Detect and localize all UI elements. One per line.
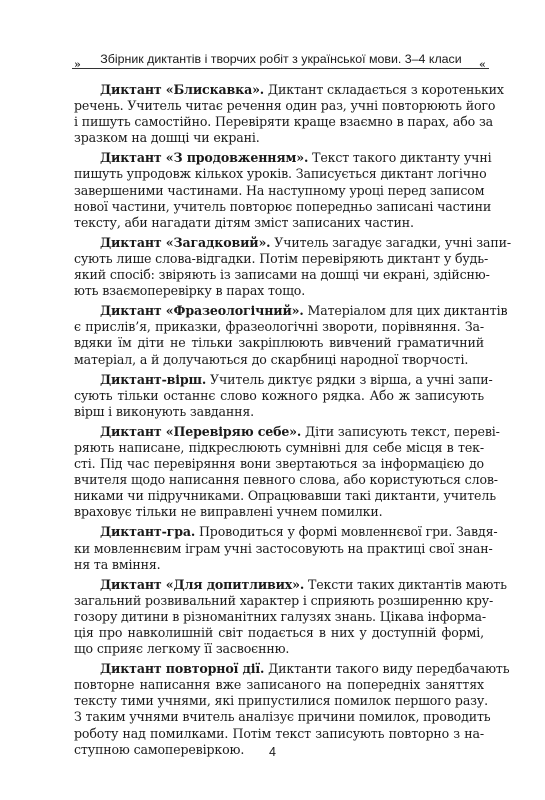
dictation-type-term: Диктант «З продовженням».	[100, 150, 309, 166]
line-text: є прислів’я, приказки, фразеологічні звороти, порівняння. За-	[74, 319, 484, 335]
paragraph-line	[74, 423, 500, 440]
left-guillemet: »	[74, 58, 81, 71]
paragraph-line	[74, 592, 494, 609]
line-text: Тексти таких диктантів мають	[304, 576, 507, 592]
line-text: сують тільки останнє слово кожного рядка. Або ж записують	[74, 387, 484, 403]
paragraph	[74, 371, 493, 420]
paragraph-line	[74, 130, 484, 146]
line-text: Діти записують текст, переві-	[301, 423, 500, 439]
line-text: матеріал, а й долучаються до скарбниці народної творчості.	[74, 351, 469, 367]
line-text: Диктант складається з коротеньких	[264, 82, 504, 97]
line-text: ція про навколишній світ подається в них у доступній формі,	[74, 625, 484, 640]
paragraph	[74, 661, 510, 758]
paragraph-line	[74, 371, 493, 388]
line-text: никами чи підручниками. Опрацювавши такі диктанти, учитель	[74, 488, 496, 504]
paragraph-line	[74, 726, 484, 742]
line-text: сті. Під час перевіряння вони звертаються за інформацією до	[74, 456, 484, 472]
running-header: Збірник диктантів і творчих робіт з української мови. 3–4 класи	[100, 52, 462, 66]
line-text: і пишуть самостійно. Перевіряти краще взаємно в парах, або за	[74, 114, 494, 130]
line-text: ряють написане, підкреслюють сумнівні для себе місця в тек-	[74, 439, 484, 455]
dictation-type-term: Диктант «Перевіряю себе».	[100, 423, 302, 439]
dictation-type-term: Диктант «Фразеологічний».	[100, 303, 304, 319]
line-text: роботу над помилками. Потім текст записують повторно з на-	[74, 725, 484, 741]
line-text: Учитель загадує загадки, учні запи-	[270, 234, 511, 250]
paragraph-line	[74, 440, 484, 456]
right-guillemet: «	[479, 58, 486, 71]
paragraph-line	[74, 404, 484, 420]
dictation-type-term: Диктант повторної дії.	[100, 661, 265, 677]
line-text: повторне написання вже записаного на попередніх заняттях	[74, 677, 484, 693]
paragraph-line	[74, 319, 484, 335]
paragraph-line	[74, 693, 489, 709]
paragraph-line	[74, 215, 484, 231]
line-text: вірш і виконують завдання.	[74, 403, 255, 419]
paragraph-line	[74, 524, 498, 540]
paragraph-line	[74, 540, 493, 557]
line-text: нової частини, учитель повторює попередньо записані частини	[74, 198, 492, 214]
paragraph-line	[74, 114, 494, 130]
paragraph-line	[74, 198, 492, 215]
paragraph-line	[74, 303, 508, 319]
line-text: завершеними частинами. На наступному уроці перед записом	[74, 182, 485, 198]
paragraph	[74, 303, 508, 367]
paragraph	[74, 82, 504, 146]
paragraph-line	[74, 456, 484, 472]
paragraph-line	[74, 709, 491, 725]
line-text: Текст такого диктанту учні	[308, 150, 492, 166]
line-text: вчителя щодо написання певного слова, або користуються слов-	[74, 472, 498, 488]
body-text	[74, 82, 511, 762]
paragraph	[74, 524, 498, 572]
paragraph-line	[74, 352, 484, 368]
dictation-type-term: Диктант-вірш.	[100, 371, 207, 387]
paragraph-line	[74, 335, 484, 351]
dictation-type-term: Диктант «Для допитливих».	[100, 576, 305, 592]
line-text: що сприяє легкому її засвоєнню.	[74, 641, 290, 657]
line-text: Диктанти такого виду передбачають	[264, 661, 510, 677]
line-text: ють взаємоперевірку в парах тощо.	[74, 283, 306, 299]
paragraph-line	[74, 267, 490, 283]
paragraph-line	[74, 234, 511, 251]
line-text: тексту тими учнями, які припустилися помилок першого разу.	[74, 693, 489, 709]
paragraph-line	[74, 557, 484, 573]
paragraph	[74, 234, 511, 299]
dictation-type-term: Диктант-гра.	[100, 524, 196, 540]
paragraph	[74, 423, 500, 521]
paragraph-line	[74, 609, 484, 625]
paragraph-line	[74, 625, 484, 641]
line-text: гозору дитини в різноманітних галузях знань. Цікава інформа-	[74, 608, 486, 624]
line-text: ня та вміння.	[74, 556, 161, 572]
paragraph-line	[74, 388, 484, 404]
line-text: загальний розвивальний характер і сприяють розширенню кру-	[74, 592, 494, 608]
paragraph-line	[74, 150, 492, 166]
line-text: вдяки їм діти не тільки закріплюють вивчений граматичний	[74, 335, 484, 351]
line-text: враховує тільки не виправлені учнем помилки.	[74, 504, 383, 520]
line-text: тексту, аби нагадати дітям зміст записаних частин.	[74, 214, 414, 230]
line-text: ки мовленнєвим іграм учні застосовують на практиці свої знан-	[74, 540, 493, 556]
paragraph-line	[74, 166, 487, 182]
page-number: 4	[269, 745, 276, 759]
line-text: сують лише слова-відгадки. Потім перевіряють диктант у будь-	[74, 250, 489, 266]
paragraph-line	[74, 250, 489, 267]
line-text: ступною самоперевіркою.	[74, 741, 245, 757]
paragraph-line	[74, 283, 484, 299]
line-text: Матеріалом для цих диктантів	[303, 303, 508, 319]
line-text: пишуть упродовж кількох уроків. Записується диктант логічно	[74, 166, 487, 182]
paragraph-line	[74, 677, 484, 693]
paragraph-line	[74, 661, 510, 677]
paragraph-line	[74, 488, 496, 504]
paragraph	[74, 150, 492, 230]
paragraph	[74, 576, 507, 657]
paragraph-line	[74, 472, 498, 488]
line-text: З таким учнями вчитель аналізує причини помилок, проводить	[74, 709, 491, 725]
dictation-type-term: Диктант «Блискавка».	[100, 82, 265, 97]
line-text: Проводиться у формі мовленнєвої гри. Завдя-	[195, 524, 498, 540]
paragraph-line	[74, 576, 507, 593]
header-rule	[72, 68, 489, 69]
line-text: Учитель диктує рядки з вірша, а учні запи-	[206, 371, 493, 387]
paragraph-line	[74, 98, 496, 114]
paragraph-line	[74, 504, 484, 520]
line-text: зразком на дошці чи екрані.	[74, 130, 260, 146]
line-text: речень. Учитель читає речення один раз, учні повторюють його	[74, 98, 496, 114]
paragraph-line	[74, 641, 484, 657]
line-text: який спосіб: звіряють із записами на дошці чи екрані, здійсню-	[74, 267, 490, 283]
paragraph-line	[74, 183, 484, 199]
dictation-type-term: Диктант «Загадковий».	[100, 234, 271, 250]
paragraph-line	[74, 82, 504, 98]
